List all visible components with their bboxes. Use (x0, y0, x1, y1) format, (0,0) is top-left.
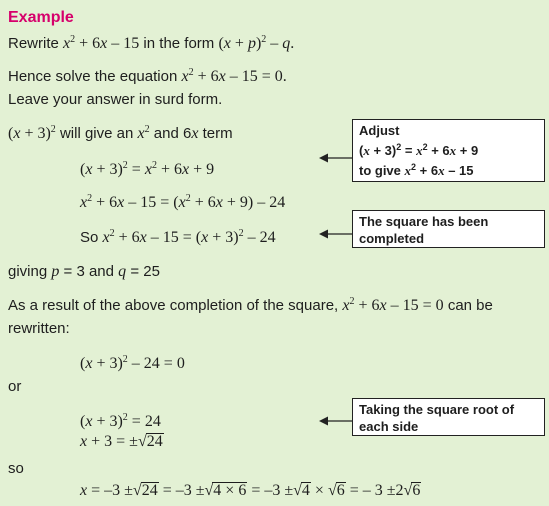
so-word: so (8, 460, 24, 477)
completed-line1: The square has been (359, 214, 489, 229)
equation-root: x + 3 = ±√24 (80, 433, 163, 450)
equation-equals-24: $(x + 3)^2 = 24$ (80, 412, 161, 430)
annotation-box-square-root (352, 398, 545, 436)
root-line2: each side (359, 419, 419, 434)
result-line: As a result of the above completion of the square, $x^2 + 6x - 15 = 0$ can be (8, 296, 493, 314)
equation-adjust: $x^2 + 6x - 15 = (x^2 + 6x + 9) - 24$ (80, 193, 286, 211)
root-line1: Taking the square root of (359, 402, 515, 417)
arrow-left-icon (318, 150, 354, 166)
step1-and-text: and 6 (149, 125, 192, 142)
example-title: Example (8, 9, 74, 26)
adjust-to-give-text: to give (359, 163, 405, 178)
adjust-title: Adjust (359, 123, 400, 138)
step1-line: $(x + 3)^2$ will give an $x^2$ and 6x term (8, 124, 233, 142)
annotation-box-adjust (352, 119, 545, 182)
adjust-line3: to give $x^2 + 6x - 15$ (359, 162, 474, 178)
giving-line: giving p = 3 and q = 25 (8, 263, 160, 280)
or-word: or (8, 378, 22, 395)
arrow-left-icon (318, 413, 354, 429)
step1-text: will give an (55, 125, 138, 142)
intro-rewrite-text: Rewrite (8, 35, 64, 52)
intro-rewrite-line: Rewrite $x^2 + 6x - 15$ in the form $(x + p)^2 - q$. (8, 34, 295, 52)
intro-hence-line: Hence solve the equation $x^2 + 6x - 15 = 0$. (8, 67, 287, 85)
adjust-equation: $(x + 3)^2 = x^2 + 6x + 9$ (359, 142, 479, 158)
result-text-end: can be (443, 297, 493, 314)
intro-hence-text: Hence solve the equation (8, 68, 182, 85)
arrow-left-icon (318, 226, 354, 242)
annotation-box-completed (352, 210, 545, 248)
intro-leave-line: Leave your answer in surd form. (8, 91, 223, 108)
intro-form-text: in the form (139, 35, 219, 52)
rewritten-line: rewritten: (8, 320, 70, 337)
equation-zero: $(x + 3)^2 - 24 = 0$ (80, 354, 185, 372)
result-text: As a result of the above completion of the square, (8, 297, 343, 314)
step1-term-text: term (198, 125, 233, 142)
completed-line2: completed (359, 231, 425, 246)
equation-final: x = –3 ±√24 = –3 ±√4 × 6 = –3 ±√4 × √6 = – 3 ±2√6 (80, 482, 421, 499)
giving-text: giving (8, 263, 52, 280)
equation-expand: $(x + 3)^2 = x^2 + 6x + 9$ (80, 160, 215, 178)
equation-completed: So $x^2 + 6x - 15 = (x + 3)^2 - 24$ (80, 228, 276, 246)
